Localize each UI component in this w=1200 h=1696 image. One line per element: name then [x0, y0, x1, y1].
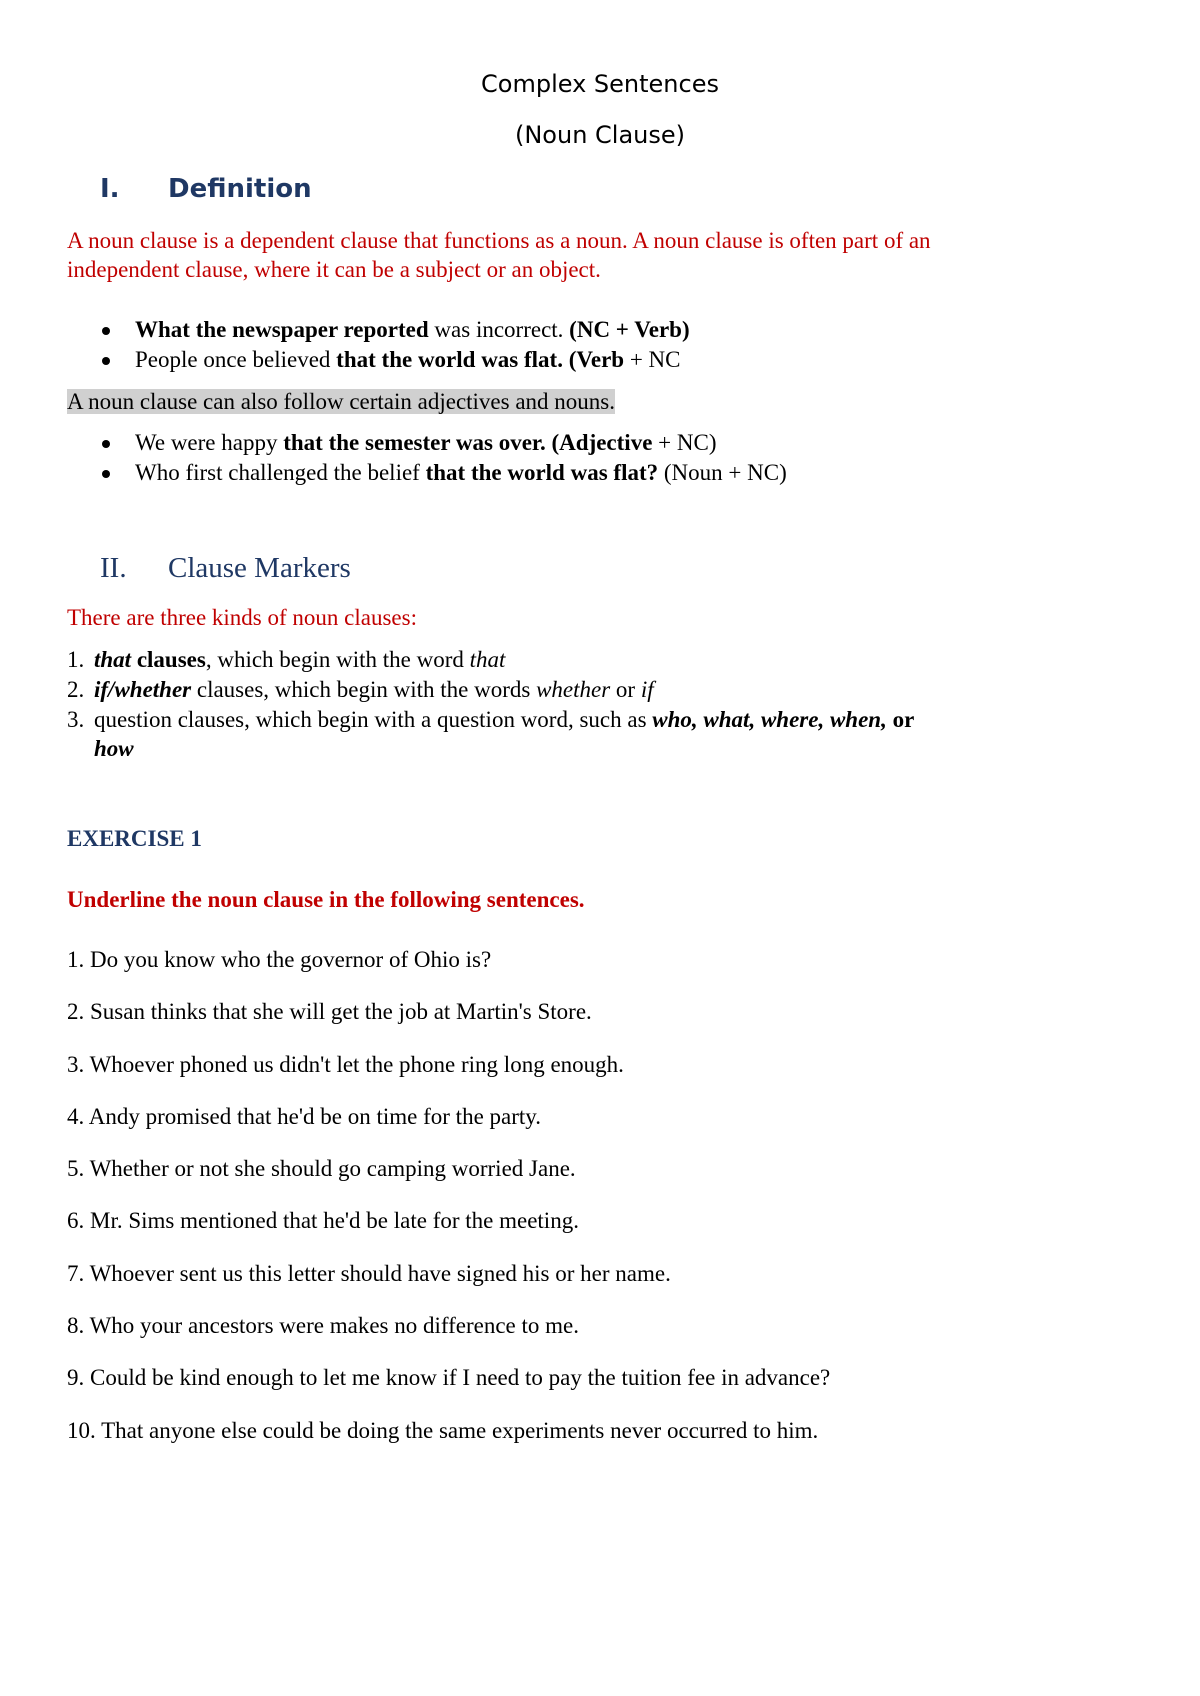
marker-1-number: 1. [67, 647, 85, 672]
page-title: Complex Sentences [481, 70, 719, 98]
marker-1-clauses: clauses [131, 647, 206, 672]
exercise-item-1: 1. Do you know who the governor of Ohio is? [67, 947, 492, 972]
marker-2 [94, 677, 654, 703]
marker-2-example-2: if [640, 677, 654, 702]
example-2-start: People once believed [135, 347, 337, 372]
marker-2-rest: clauses, which begin with the words [191, 677, 537, 702]
exercise-item-4: 4. Andy promised that he'd be on time for the party. [67, 1104, 542, 1129]
marker-3-rest: question clauses, which begin with a question word, such as [94, 707, 653, 732]
marker-2-number: 2. [67, 677, 85, 702]
example-1-rest: was incorrect. [428, 317, 570, 342]
example-4-clause: that the world was flat? [425, 460, 659, 485]
example-1-tag: (NC + Verb) [569, 317, 690, 342]
exercise-item-3: 3. Whoever phoned us didn't let the phone ring long enough. [67, 1052, 624, 1077]
example-2-rest: + NC [624, 347, 681, 372]
bullet-icon [102, 357, 110, 365]
marker-1-word: that [94, 647, 132, 672]
bullet-icon [102, 470, 110, 478]
example-2-clause: that the world was flat. (Verb [336, 347, 625, 372]
marker-3-continued [94, 736, 134, 762]
example-3-start: We were happy [135, 430, 284, 455]
example-1-clause: What the newspaper reported [135, 317, 429, 342]
example-3 [135, 430, 717, 456]
example-4-rest: (Noun + NC) [658, 460, 787, 485]
adjective-note [67, 389, 615, 415]
section2-heading: Clause Markers [168, 552, 351, 584]
section2-number: II. [100, 552, 127, 584]
marker-3-or: or [886, 707, 915, 732]
exercise-instruction: Underline the noun clause in the following sentences. [67, 887, 585, 912]
page-subtitle: (Noun Clause) [514, 121, 686, 149]
marker-3-words: who, what, where, when, [652, 707, 887, 732]
bullet-icon [102, 327, 110, 335]
exercise-item-5: 5. Whether or not she should go camping worried Jane. [67, 1156, 576, 1181]
bullet-icon [102, 440, 110, 448]
marker-3-last-word: how [94, 736, 134, 761]
marker-2-or: or [610, 677, 641, 702]
example-3-rest: + NC) [652, 430, 717, 455]
marker-2-example-1: whether [536, 677, 611, 702]
example-4 [135, 460, 787, 486]
exercise-item-2: 2. Susan thinks that she will get the job at Martin's Store. [67, 999, 592, 1024]
definition-line-1: A noun clause is a dependent clause that functions as a noun. A noun clause is often part of an [67, 228, 931, 253]
exercise-item-7: 7. Whoever sent us this letter should have signed his or her name. [67, 1261, 671, 1286]
exercise-item-10: 10. That anyone else could be doing the same experiments never occurred to him. [67, 1418, 819, 1443]
marker-2-word: if/whether [94, 677, 192, 702]
marker-3 [94, 707, 914, 733]
definition-line-2: independent clause, where it can be a subject or an object. [67, 257, 601, 282]
marker-3-number: 3. [67, 707, 85, 732]
adjective-note-text: A noun clause can also follow certain adjectives and nouns. [67, 389, 616, 414]
example-1 [135, 317, 690, 343]
clause-markers-intro: There are three kinds of noun clauses: [67, 605, 417, 630]
example-2 [135, 347, 681, 373]
exercise-item-8: 8. Who your ancestors were makes no difference to me. [67, 1313, 579, 1338]
example-3-clause: that the semester was over. (Adjective [283, 430, 653, 455]
section1-number: I. [100, 174, 120, 204]
marker-1-example: that [469, 647, 506, 672]
example-4-start: Who first challenged the belief [135, 460, 426, 485]
marker-1-rest: , which begin with the word [205, 647, 470, 672]
exercise-item-6: 6. Mr. Sims mentioned that he'd be late for the meeting. [67, 1208, 579, 1233]
section1-heading: Definition [168, 174, 312, 204]
marker-1 [94, 647, 505, 673]
exercise-item-9: 9. Could be kind enough to let me know if I need to pay the tuition fee in advance? [67, 1365, 831, 1390]
exercise-title: EXERCISE 1 [67, 826, 202, 851]
